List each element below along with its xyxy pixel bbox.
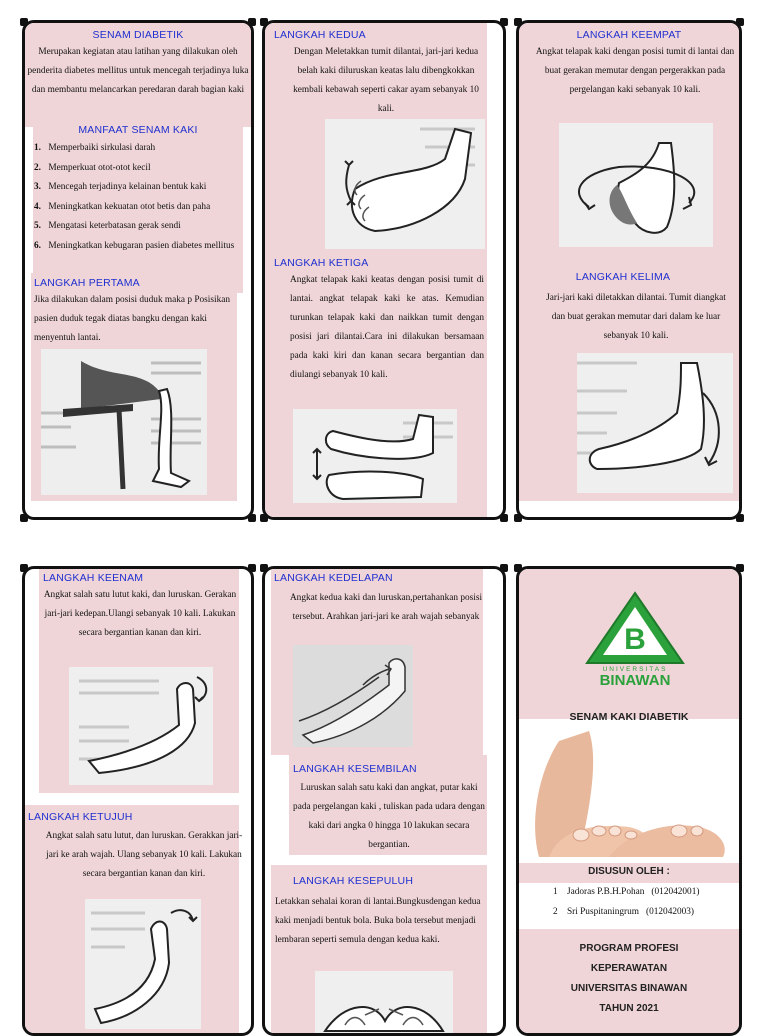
heel-rotation-icon <box>577 353 733 493</box>
step3-title: LANGKAH KETIGA <box>274 257 369 269</box>
panel-langkah-kedelapan-kesepuluh <box>262 566 506 1036</box>
step8-title: LANGKAH KEDELAPAN <box>274 572 393 584</box>
panel-senam-diabetik <box>22 20 254 520</box>
logo-letter: B <box>624 623 646 656</box>
list-item: 5. Mengatasi keterbatasan gerak sendi <box>34 221 181 231</box>
step6-title: LANGKAH KEENAM <box>43 572 144 584</box>
seated-leg-icon <box>41 349 207 495</box>
list-item: 2. Memperkuat otot-otot kecil <box>34 162 151 173</box>
step2-illustration <box>325 119 485 249</box>
authors-title: DISUSUN OLEH : <box>588 866 670 877</box>
step2-title: LANGKAH KEDUA <box>274 29 366 41</box>
step1-illustration <box>41 349 207 495</box>
step10-illustration <box>315 971 453 1036</box>
author-row: 2 Sri Puspitaningrum (012042003) <box>553 907 695 917</box>
step5-title: LANGKAH KELIMA <box>575 271 671 283</box>
ankle-rotation-icon <box>559 123 713 247</box>
step5-text: Jari-jari kaki diletakkan dilantai. Tumit diangkat dan buat gerakan memutar dari dalam ke luar sebanyak 10 kali. <box>546 293 726 341</box>
list-item: 1. Memperbaiki sirkulasi darah <box>34 143 156 153</box>
step6-text: Angkat salah satu lutut kaki, dan luruskan. Gerakan jari-jari kedepan.Ulangi sebanyak 10 kali. Lakukan secara bergantian kanan dan kiri. <box>43 590 237 638</box>
step7-title: LANGKAH KETUJUH <box>28 811 133 823</box>
step10-title: LANGKAH KESEPULUH <box>293 875 414 887</box>
step9-title: LANGKAH KESEMBILAN <box>293 763 417 775</box>
leg-straight-toes-forward-icon <box>69 667 213 785</box>
panel-cover <box>516 566 742 1036</box>
panel-langkah-keempat-kelima <box>516 20 742 520</box>
logo-name: BINAWAN <box>599 672 671 689</box>
step1-title: LANGKAH PERTAMA <box>34 277 140 289</box>
benefits-list <box>34 139 244 255</box>
list-item: 4. Meningkatkan kekuatan otot betis dan paha <box>34 201 211 212</box>
panel-langkah-keenam-ketujuh <box>22 566 254 1036</box>
both-legs-raised-icon <box>293 645 413 747</box>
program-line-4: TAHUN 2021 <box>599 1003 659 1014</box>
step8-illustration <box>293 645 413 747</box>
section-title-manfaat: MANFAAT SENAM KAKI <box>78 124 198 136</box>
section-title-senam-diabetik: SENAM DIABETIK <box>92 29 184 41</box>
program-line-1: PROGRAM PROFESI <box>579 943 679 954</box>
panel-langkah-kedua-ketiga <box>262 20 506 520</box>
step7-text: Angkat salah satu lutut, dan luruskan. Gerakkan jari-jari ke arah wajah. Ulang sebanyak 10 kali. Lakukan secara bergantian kanan dan kiri. <box>45 831 243 879</box>
step3-text: Angkat telapak kaki keatas dengan posisi tumit di lantai. angkat telapak kaki ke atas. Kemudian turunkan telapak kaki dan naikkan tumit dengan posisi jari dilantai.Cara ini dilakukan bersamaan pada kaki kiri dan kanan secara bergantian dan diulangi sebanyak 10 kali. <box>290 275 484 380</box>
step5-illustration <box>577 353 733 493</box>
step9-text: Luruskan salah satu kaki dan angkat, putar kaki pada pergelangan kaki , tuliskan pada udara dengan kaki dari angka 0 hingga 10 lakukan secara bergantian. <box>293 783 485 850</box>
cover-title: SENAM KAKI DIABETIK <box>569 711 689 723</box>
list-item: 6. Meningkatkan kebugaran pasien diabetes mellitus <box>34 240 235 251</box>
intro-text: Merupakan kegiatan atau latihan yang dilakukan oleh penderita diabetes mellitus untuk mencegah terjadinya luka dan membantu melancarkan peredaran darah bagian kaki <box>27 47 249 95</box>
step3-illustration <box>293 409 457 503</box>
step7-illustration <box>85 899 201 1029</box>
binawan-logo-icon <box>583 589 687 689</box>
logo-university-label: UNIVERSITAS <box>602 666 668 673</box>
step1-text: Jika dilakukan dalam posisi duduk maka p Posisikan pasien duduk tegak diatas bangku dengan kaki menyentuh lantai. <box>34 295 230 343</box>
author-row: 1 Jadoras P.B.H.Pohan (012042001) <box>553 887 700 897</box>
step8-text: Angkat kedua kaki dan luruskan,pertahankan posisi tersebut. Arahkan jari-jari ke arah wajah sebanyak <box>289 593 483 622</box>
bare-feet-photo <box>519 731 739 857</box>
authors-list <box>519 883 739 929</box>
program-line-3: UNIVERSITAS BINAWAN <box>570 983 688 994</box>
cover-feet-photo <box>519 731 739 857</box>
step10-text: Letakkan sehalai koran di lantai.Bungkusdengan kedua kaki menjadi bentuk bola. Buka bola tersebut menjadi lembaran seperti semula dengan kedua kaki. <box>275 897 481 945</box>
list-item: 3. Mencegah terjadinya kelainan bentuk kaki <box>34 182 207 192</box>
leg-straight-toes-to-face-icon <box>85 899 201 1029</box>
step2-text: Dengan Meletakkan tumit dilantai, jari-jari kedua belah kaki diluruskan keatas lalu dibengkokkan kembali kebawah seperti cakar ayam sebanyak 10 kali. <box>293 47 479 114</box>
step4-illustration <box>559 123 713 247</box>
step6-illustration <box>69 667 213 785</box>
newspaper-feet-icon <box>315 971 453 1036</box>
step4-title: LANGKAH KEEMPAT <box>576 29 682 41</box>
program-line-2: KEPERAWATAN <box>590 963 668 974</box>
heel-raise-foot-icon <box>293 409 457 503</box>
step4-text: Angkat telapak kaki dengan posisi tumit di lantai dan buat gerakan memutar dengan pergerakkan pada pergelangan kaki sebanyak 10 kali. <box>535 47 735 95</box>
toe-curl-foot-icon <box>325 119 485 249</box>
university-logo <box>583 589 687 689</box>
